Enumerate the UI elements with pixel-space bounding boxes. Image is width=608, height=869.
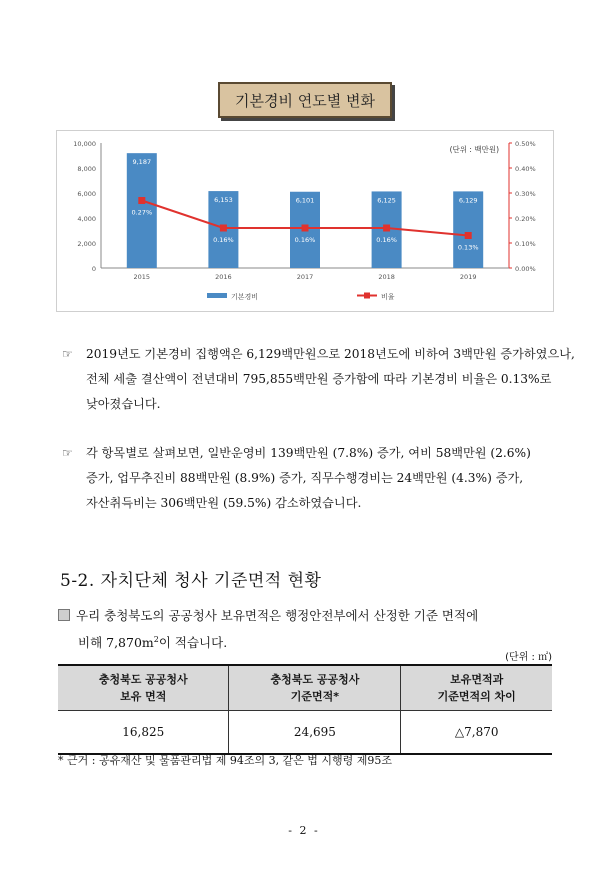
category-label: 2018 — [378, 273, 395, 281]
category-label: 2016 — [215, 273, 232, 281]
intro-line-2-prefix: 비해 7,870m — [78, 635, 154, 651]
category-label: 2019 — [459, 273, 477, 281]
ratio-value-label: 0.16% — [213, 236, 234, 244]
left-tick-label: 4,000 — [77, 215, 96, 223]
pointing-hand-icon: ☞ — [62, 347, 73, 361]
left-tick-label: 0 — [91, 265, 96, 273]
left-tick-label: 2,000 — [77, 240, 96, 248]
superscript: 2 — [153, 635, 159, 644]
paragraph-2-line-2: 증가, 업무추진비 88백만원 (8.9%) 증가, 직무수행경비는 24백만원 (4.3%) 증가, — [86, 471, 524, 485]
paragraph-1-line-3: 낮아졌습니다. — [86, 397, 161, 411]
ratio-value-label: 0.16% — [376, 236, 397, 244]
paragraph-2 — [62, 441, 566, 516]
square-bullet-icon — [58, 609, 70, 621]
section-title: 5-2. 자치단체 청사 기준면적 현황 — [60, 571, 322, 591]
ratio-value-label: 0.16% — [294, 236, 316, 244]
chart-unit-label: (단위 : 백만원) — [449, 145, 499, 154]
table-unit: (단위 : ㎡) — [505, 652, 552, 663]
paragraph-1-line-1: 2019년도 기본경비 집행액은 6,129백만원으로 2018년도에 비하여 3백만원 증가하였으나, — [86, 347, 575, 361]
category-label: 2015 — [133, 273, 151, 281]
right-tick-label: 0.50% — [515, 140, 536, 148]
table-row — [58, 711, 552, 755]
pointing-hand-icon: ☞ — [62, 446, 73, 460]
bar-value-label: 6,125 — [377, 196, 396, 205]
left-tick-label: 8,000 — [77, 165, 96, 173]
paragraph-1 — [62, 342, 575, 417]
ratio-point-2019 — [465, 232, 472, 239]
ratio-point-2016 — [220, 225, 227, 232]
right-tick-label: 0.20% — [515, 215, 536, 223]
legend-line-label: 비율 — [381, 293, 395, 301]
header-owned-area: 충청북도 공공청사 보유 면적 — [58, 665, 229, 711]
ratio-value-label: 0.13% — [457, 243, 479, 252]
left-tick-label: 6,000 — [77, 190, 96, 198]
right-tick-label: 0.40% — [515, 165, 536, 173]
cell-difference: △7,870 — [401, 711, 552, 755]
left-tick-label: 10,000 — [73, 140, 96, 148]
bar-value-label: 9,187 — [132, 158, 152, 167]
ratio-point-2018 — [383, 225, 390, 232]
ratio-point-2017 — [302, 225, 309, 232]
header-difference: 보유면적과 기준면적의 차이 — [401, 665, 552, 711]
intro-line-2-suffix: 이 적습니다. — [158, 635, 228, 651]
cell-owned-area: 16,825 — [58, 711, 229, 755]
right-tick-label: 0.00% — [515, 265, 536, 273]
page-number: - 2 - — [288, 824, 320, 837]
chart-frame — [56, 130, 554, 312]
paragraph-2-line-3: 자산취득비는 306백만원 (59.5%) 감소하였습니다. — [86, 496, 362, 510]
ratio-point-2015 — [138, 197, 145, 204]
table-header-row — [58, 665, 552, 711]
chart-title: 기본경비 연도별 변화 — [235, 91, 375, 110]
area-table — [58, 664, 552, 755]
intro-paragraph — [58, 604, 478, 655]
header-standard-area: 충청북도 공공청사 기준면적* — [229, 665, 401, 711]
category-label: 2017 — [296, 273, 314, 281]
cell-standard-area: 24,695 — [229, 711, 401, 755]
legend-bar-label: 기본경비 — [231, 293, 259, 301]
bar-value-label: 6,153 — [214, 196, 233, 205]
right-tick-label: 0.10% — [515, 240, 536, 248]
footnote: * 근거 : 공유재산 및 물품관리법 제 94조의 3, 같은 법 시행령 제95조 — [58, 754, 393, 767]
legend-line-marker — [364, 293, 370, 299]
chart-title-box — [218, 82, 392, 118]
paragraph-2-line-1: 각 항목별로 살펴보면, 일반운영비 139백만원 (7.8%) 증가, 여비 58백만원 (2.6%) — [86, 446, 531, 460]
combo-chart — [57, 131, 553, 311]
paragraph-1-line-2: 전체 세출 결산액이 전년대비 795,855백만원 증가함에 따라 기본경비 비율은 0.13%로 — [86, 372, 552, 386]
bar-value-label: 6,129 — [458, 196, 478, 205]
ratio-value-label: 0.27% — [131, 208, 153, 217]
bar-value-label: 6,101 — [295, 196, 315, 205]
right-tick-label: 0.30% — [515, 190, 536, 198]
intro-line-1: 우리 충청북도의 공공청사 보유면적은 행정안전부에서 산정한 기준 면적에 — [76, 608, 479, 623]
legend-bar-swatch — [207, 293, 227, 298]
